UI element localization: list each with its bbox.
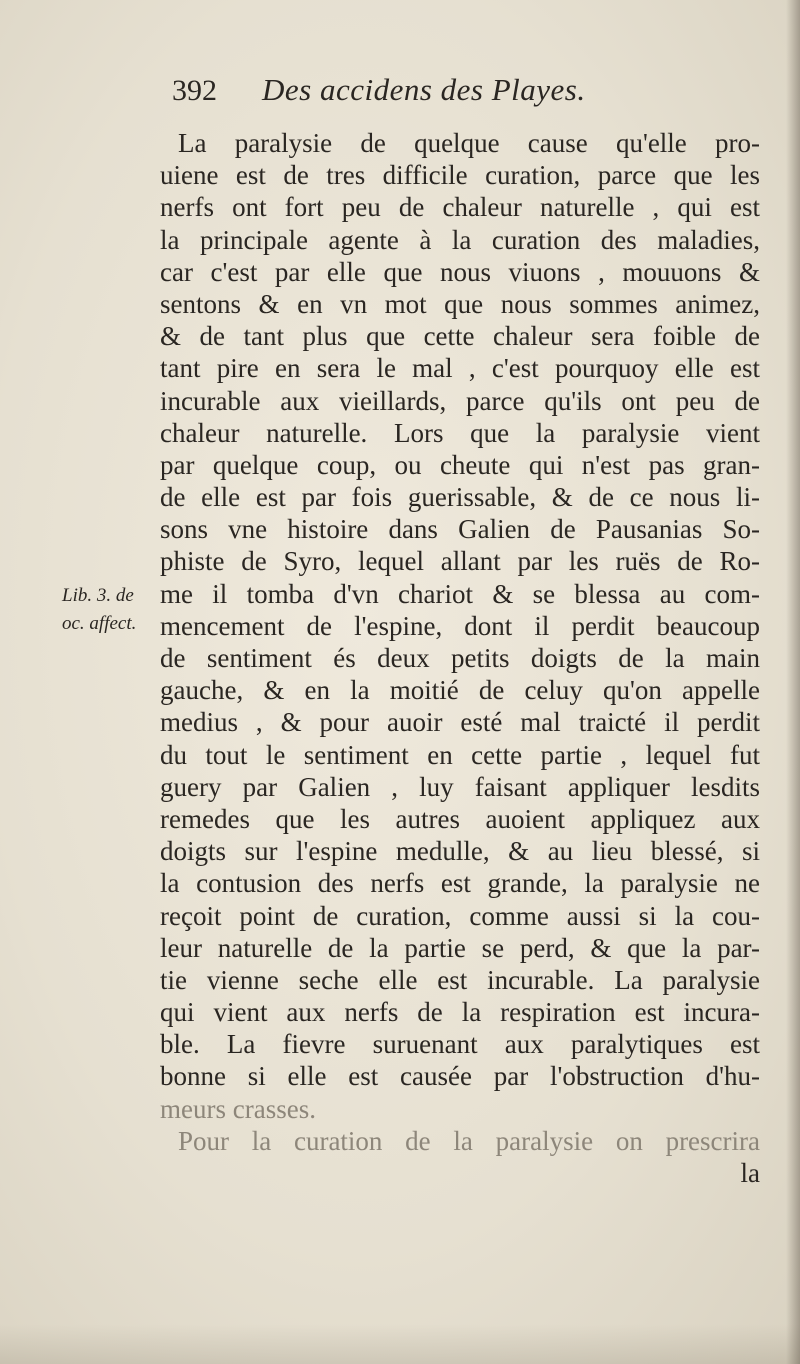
text-line: chaleur naturelle. Lors que la paralysie vient [160,417,760,448]
page-edge-shadow [786,0,800,1364]
text-line: remedes que les autres auoient appliquez aux [160,803,760,834]
text-line: tant pire en sera le mal , c'est pourquoy elle est [160,353,760,384]
text-line: & de tant plus que cette chaleur sera foible de [160,321,760,352]
text-line: de sentiment és deux petits doigts de la main [160,643,760,673]
text-line: meurs crasses. [160,1093,316,1124]
text-line: tie vienne seche elle est incurable. La paralysie [160,964,760,995]
text-line: mencement de l'espine, dont il perdit beaucoup [160,610,760,641]
text-line: ble. La fievre suruenant aux paralytiques est [160,1029,760,1060]
text-line: incurable aux vieillards, parce qu'ils ont peu de [160,385,760,416]
text-line: me il tomba d'vn chariot & se blessa au com- [160,578,760,609]
catchword: la [740,1158,760,1188]
text-line: uiene est de tres difficile curation, parce que les [160,160,760,191]
marginal-note [62,582,162,638]
marginal-note-line: Lib. 3. de [62,585,134,606]
text-line: Pour la curation de la paralysie on prescrira [178,1125,760,1156]
page-bottom-shadow [0,1324,800,1364]
text-line: bonne si elle est causée par l'obstruction d'hu- [160,1061,760,1092]
page-header [172,72,762,122]
text-line: car c'est par elle que nous viuons , mouuons & [160,256,760,287]
text-line: sons vne histoire dans Galien de Pausanias So- [160,514,760,545]
text-line: doigts sur l'espine medulle, & au lieu blessé, si [160,836,760,867]
text-line: du tout le sentiment en cette partie , lequel fut [160,739,760,770]
text-line: phiste de Syro, lequel allant par les ruës de Ro- [160,546,760,577]
text-line: nerfs ont fort peu de chaleur naturelle , qui est [160,192,760,223]
text-line: reçoit point de curation, comme aussi si la cou- [160,900,760,931]
text-line: La paralysie de quelque cause qu'elle pro- [178,128,760,158]
text-line: gauche, & en la moitié de celuy qu'on appelle [160,675,760,706]
body-text [160,127,760,1189]
text-line: medius , & pour auoir esté mal traicté il perdit [160,707,760,738]
marginal-note-line: oc. affect. [62,613,137,634]
text-line: sentons & en vn mot que nous sommes animez, [160,288,760,319]
text-line: guery par Galien , luy faisant appliquer lesdits [160,771,760,802]
text-line: qui vient aux nerfs de la respiration est incura- [160,997,760,1028]
text-line: de elle est par fois guerissable, & de ce nous li- [160,482,760,513]
text-line: leur naturelle de la partie se perd, & que la par- [160,932,760,963]
text-line: par quelque coup, ou cheute qui n'est pas gran- [160,449,760,480]
text-line: la contusion des nerfs est grande, la paralysie ne [160,868,760,899]
page-number: 392 [172,74,217,107]
text-line: la principale agente à la curation des maladies, [160,224,760,255]
running-title: Des accidens des Playes. [262,72,586,107]
